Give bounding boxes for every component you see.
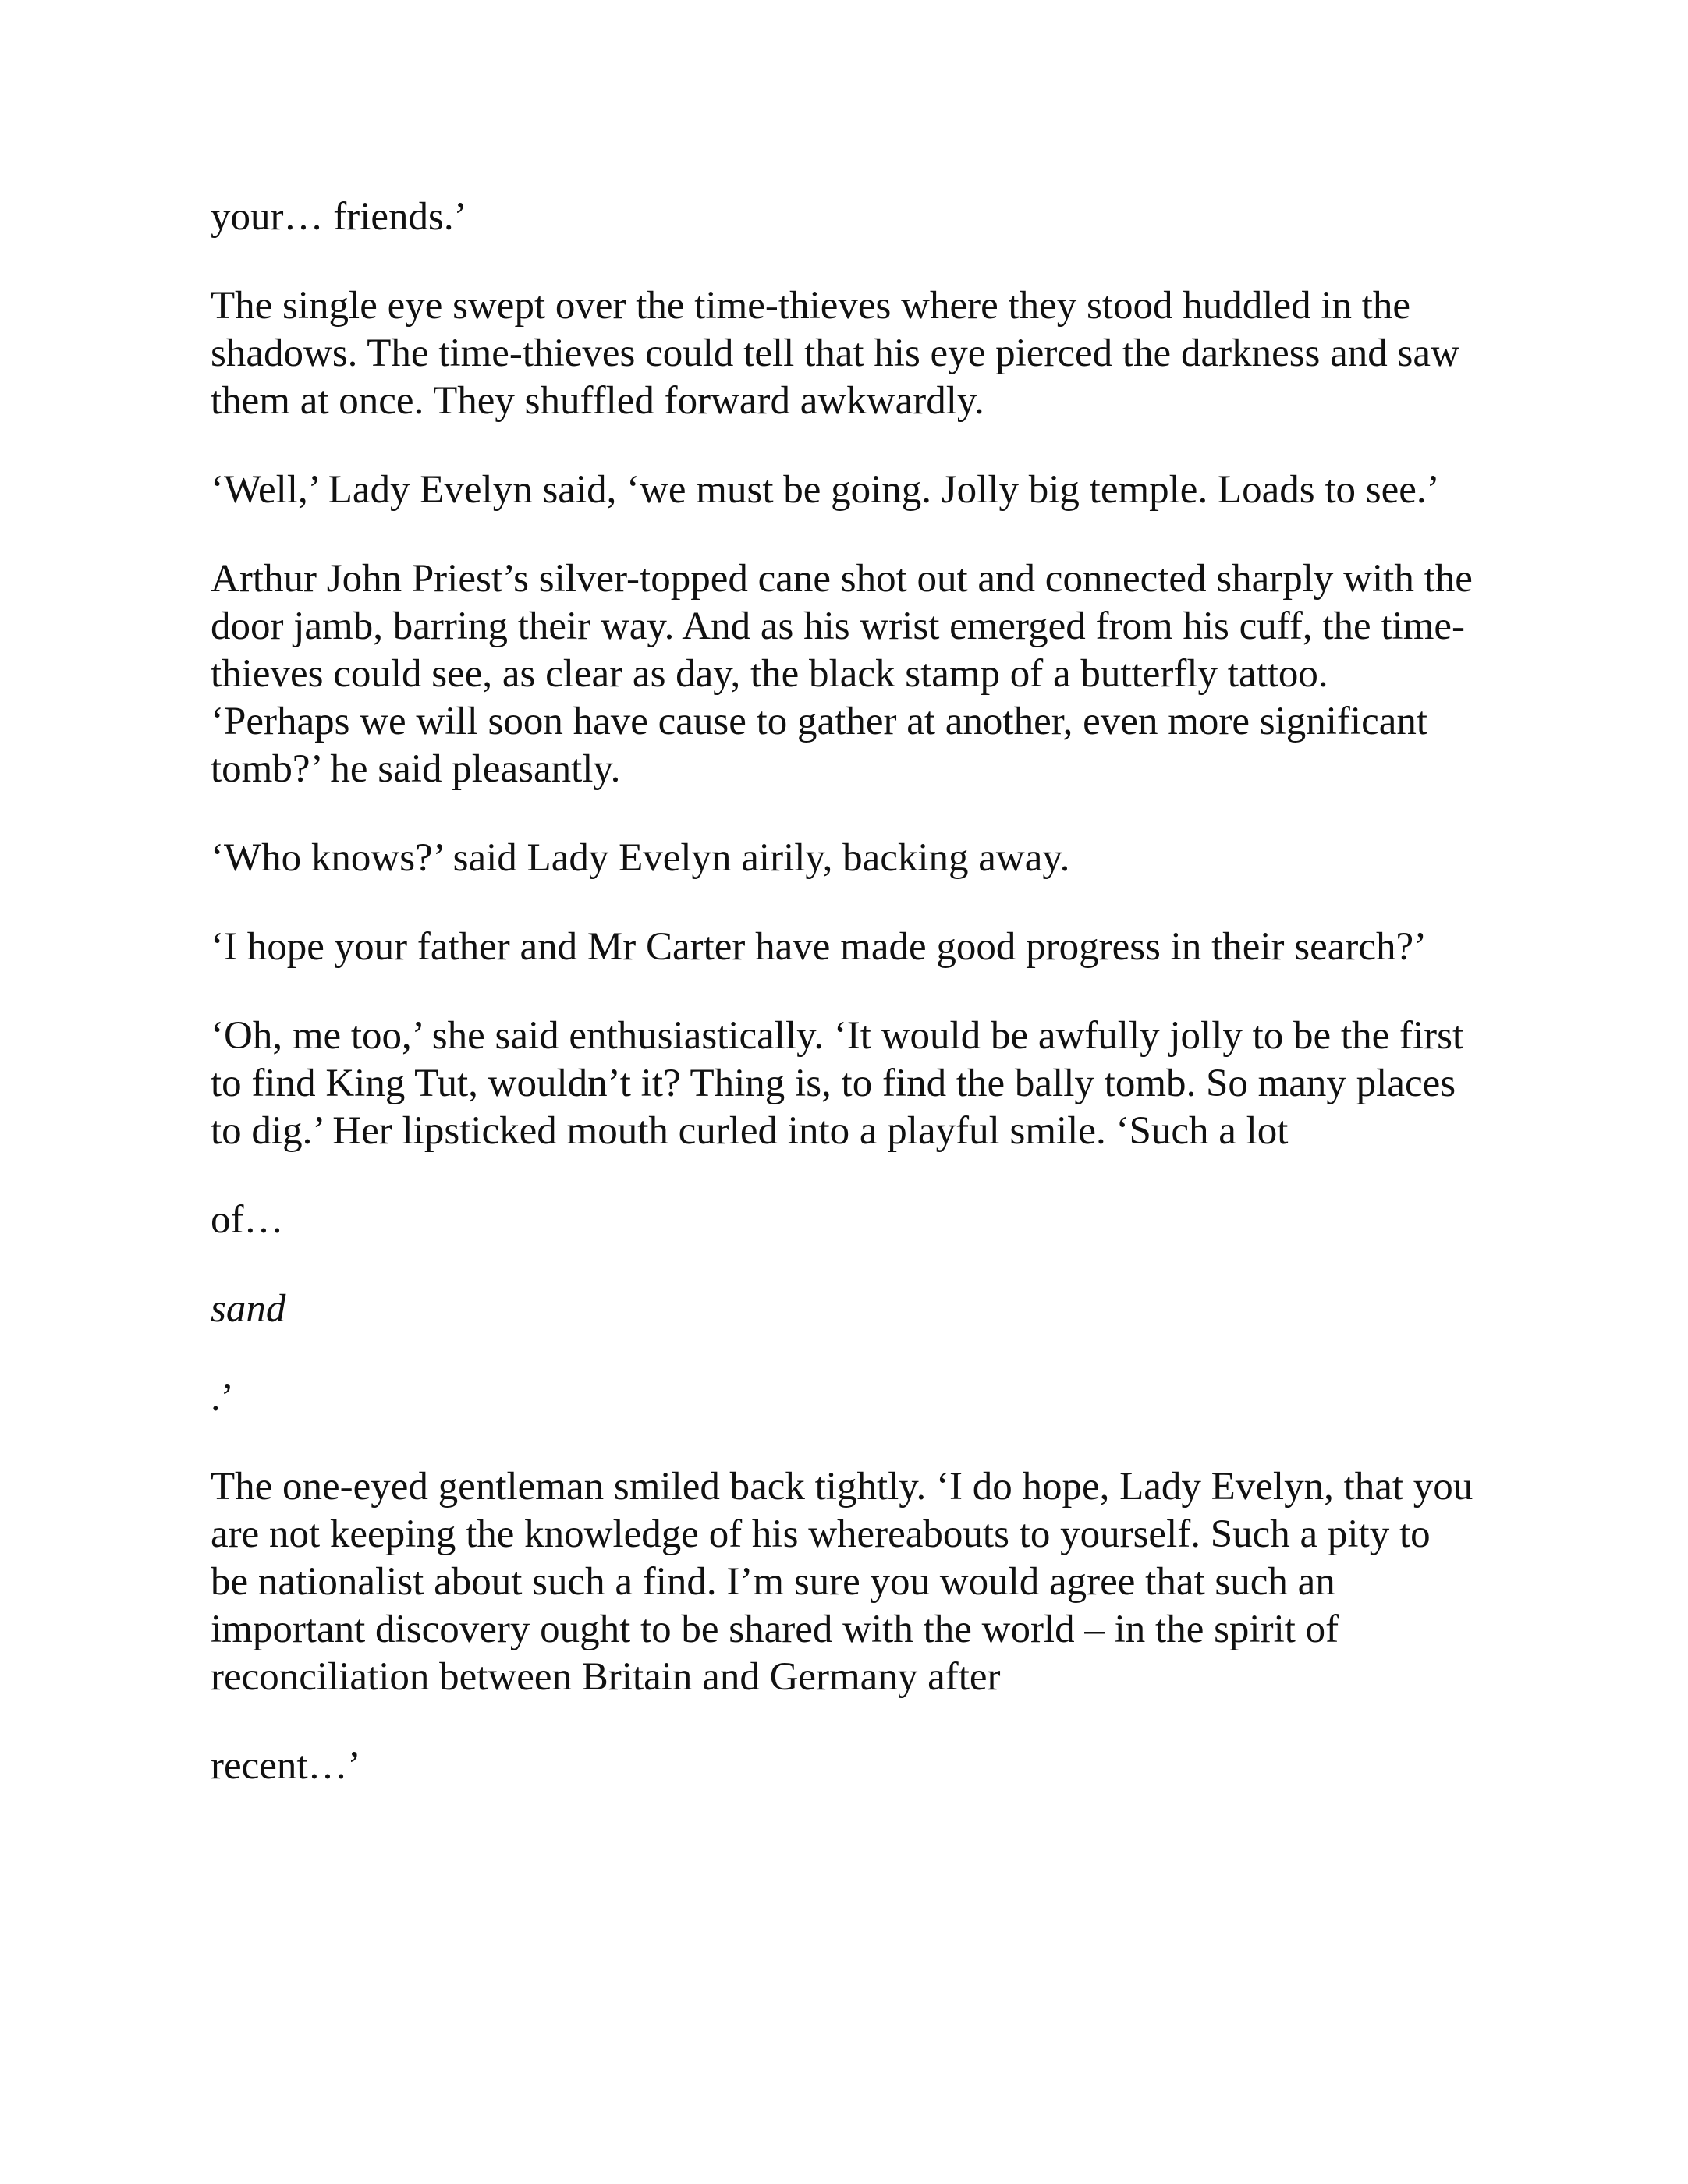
paragraph-7: ‘Oh, me too,’ she said enthusiastically. ‘It would be awfully jolly to be the first to find King Tut, wouldn’t it? Thing is, to find the bally tomb. So many places to dig.’ Her lipsticked mouth curled into a playful smile. ‘Such a lot <box>211 1014 1464 1153</box>
paragraph-5: ‘Who knows?’ said Lady Evelyn airily, backing away. <box>211 836 1070 880</box>
document-page <box>211 193 1474 1831</box>
paragraph-6: ‘I hope your father and Mr Carter have made good progress in their search?’ <box>211 925 1427 969</box>
paragraph-8: of… <box>211 1198 284 1242</box>
paragraph-12: recent…’ <box>211 1744 361 1788</box>
paragraph-2: The single eye swept over the time-thieves where they stood huddled in the shadows. The time-thieves could tell that his eye pierced the darkness and saw them at once. They shuffled forward awkwardly. <box>211 284 1459 423</box>
paragraph-11: The one-eyed gentleman smiled back tightly. ‘I do hope, Lady Evelyn, that you are not keeping the knowledge of his whereabouts to yourself. Such a pity to be nationalist about such a find. I’m sure you would agree that such an important discovery ought to be shared with the world – in the spirit of reconciliation between Britain and Germany after <box>211 1465 1473 1699</box>
paragraph-9-italic: sand <box>211 1287 286 1331</box>
paragraph-1: your… friends.’ <box>211 195 467 239</box>
paragraph-3: ‘Well,’ Lady Evelyn said, ‘we must be going. Jolly big temple. Loads to see.’ <box>211 468 1440 512</box>
paragraph-4: Arthur John Priest’s silver-topped cane shot out and connected sharply with the door jamb, barring their way. And as his wrist emerged from his cuff, the time-thieves could see, as clear as day, the black stamp of a butterfly tattoo. ‘Perhaps we will soon have cause to gather at another, even more significant tomb?’ he said pleasantly. <box>211 557 1473 791</box>
paragraph-10: .’ <box>211 1376 234 1420</box>
